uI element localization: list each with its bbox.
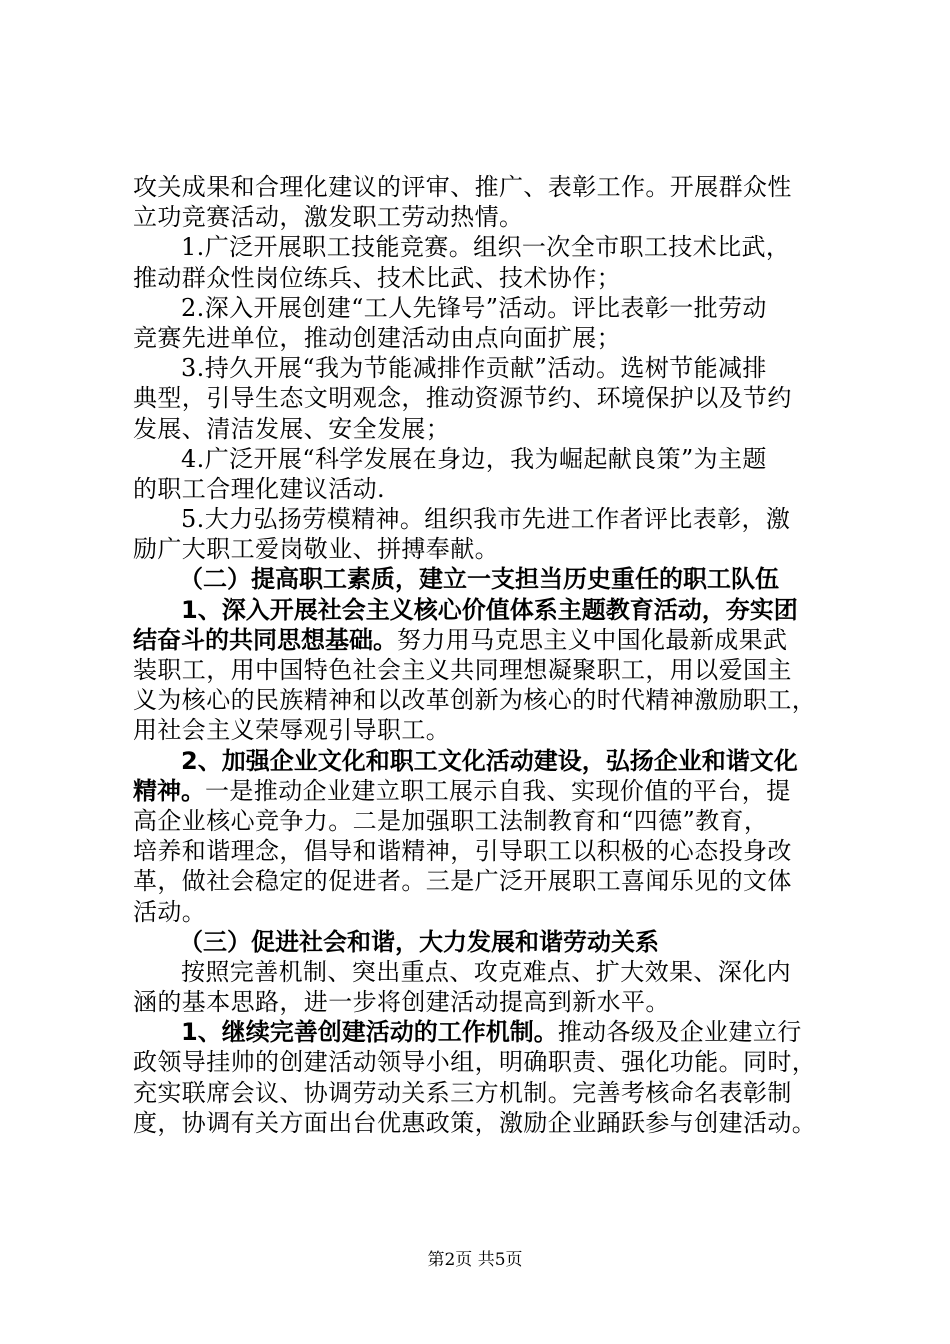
list-item-2: 2.深入开展创建“工人先锋号”活动。评比表彰一批劳动 xyxy=(181,293,767,322)
list-item-4: 4.广泛开展“科学发展在身边，我为崛起献良策”为主题 xyxy=(181,444,767,473)
text-line: 政领导挂帅的创建活动领导小组，明确职责、强化功能。同时， xyxy=(133,1048,817,1077)
text-line: 竞赛先进单位，推动创建活动由点向面扩展； xyxy=(133,323,621,352)
text-line: 典型，引导生态文明观念，推动资源节约、环境保护以及节约 xyxy=(133,384,792,413)
list-item-5: 5.大力弘扬劳模精神。组织我市先进工作者评比表彰，激 xyxy=(181,505,791,534)
subheading-2-1-end: 结奋斗的共同思想基础。 xyxy=(133,625,397,654)
text-line xyxy=(133,776,833,806)
list-item-1: 1.广泛开展职工技能竞赛。组织一次全市职工技术比武， xyxy=(181,233,791,262)
text-line: 攻关成果和合理化建议的评审、推广、表彰工作。开展群众性 xyxy=(133,173,792,201)
section-heading-2: （二）提高职工素质，建立一支担当历史重任的职工队伍 xyxy=(179,565,779,594)
list-item-3: 3.持久开展“我为节能减排作贡献”活动。选树节能减排 xyxy=(181,354,767,383)
text-line: 用社会主义荣辱观引导职工。 xyxy=(133,716,451,745)
text-line: 活动。 xyxy=(133,897,207,926)
section-heading-3: （三）促进社会和谐，大力发展和谐劳动关系 xyxy=(179,927,659,956)
text-line: 义为核心的民族精神和以改革创新为核心的时代精神激励职工， xyxy=(133,686,817,715)
text-line: 按照完善机制、突出重点、攻克难点、扩大效果、深化内 xyxy=(181,957,791,986)
subheading-2-2-end: 精神。 xyxy=(133,776,205,805)
text-line xyxy=(133,1017,833,1047)
document-body xyxy=(133,172,833,1138)
text-line: 推动群众性岗位练兵、技术比武、技术协作； xyxy=(133,263,621,292)
page-number-footer: 第2页 共5页 xyxy=(427,1250,523,1270)
text-line: 涵的基本思路，进一步将创建活动提高到新水平。 xyxy=(133,988,670,1017)
text-line: 高企业核心竞争力。二是加强职工法制教育和“四德”教育， xyxy=(133,806,769,835)
text-run: 推动各级及企业建立行 xyxy=(557,1018,802,1047)
text-line: 充实联席会议、协调劳动关系三方机制。完善考核命名表彰制 xyxy=(133,1078,792,1107)
text-line: 革，做社会稳定的促进者。三是广泛开展职工喜闻乐见的文体 xyxy=(133,867,792,896)
text-line: 装职工，用中国特色社会主义共同理想凝聚职工，用以爱国主 xyxy=(133,656,792,684)
text-line: 培养和谐理念，倡导和谐精神，引导职工以积极的心态投身改 xyxy=(133,837,792,866)
text-run: 努力用马克思主义中国化最新成果武 xyxy=(397,625,788,654)
subheading-2-2: 2、加强企业文化和职工文化活动建设，弘扬企业和谐文化 xyxy=(181,746,798,775)
text-line: 的职工合理化建议活动. xyxy=(133,474,386,503)
text-line: 立功竞赛活动，激发职工劳动热情。 xyxy=(133,203,524,232)
subheading-2-1: 1、深入开展社会主义核心价值体系主题教育活动，夯实团 xyxy=(181,595,798,624)
text-line: 发展、清洁发展、安全发展； xyxy=(133,414,451,443)
text-line xyxy=(133,625,833,655)
text-line: 励广大职工爱岗敬业、拼搏奉献。 xyxy=(133,535,499,564)
text-line: 度，协调有关方面出台优惠政策，激励企业踊跃参与创建活动。 xyxy=(133,1108,817,1137)
subheading-3-1: 1、继续完善创建活动的工作机制。 xyxy=(181,1018,558,1047)
text-run: 一是推动企业建立职工展示自我、实现价值的平台，提 xyxy=(205,776,791,805)
